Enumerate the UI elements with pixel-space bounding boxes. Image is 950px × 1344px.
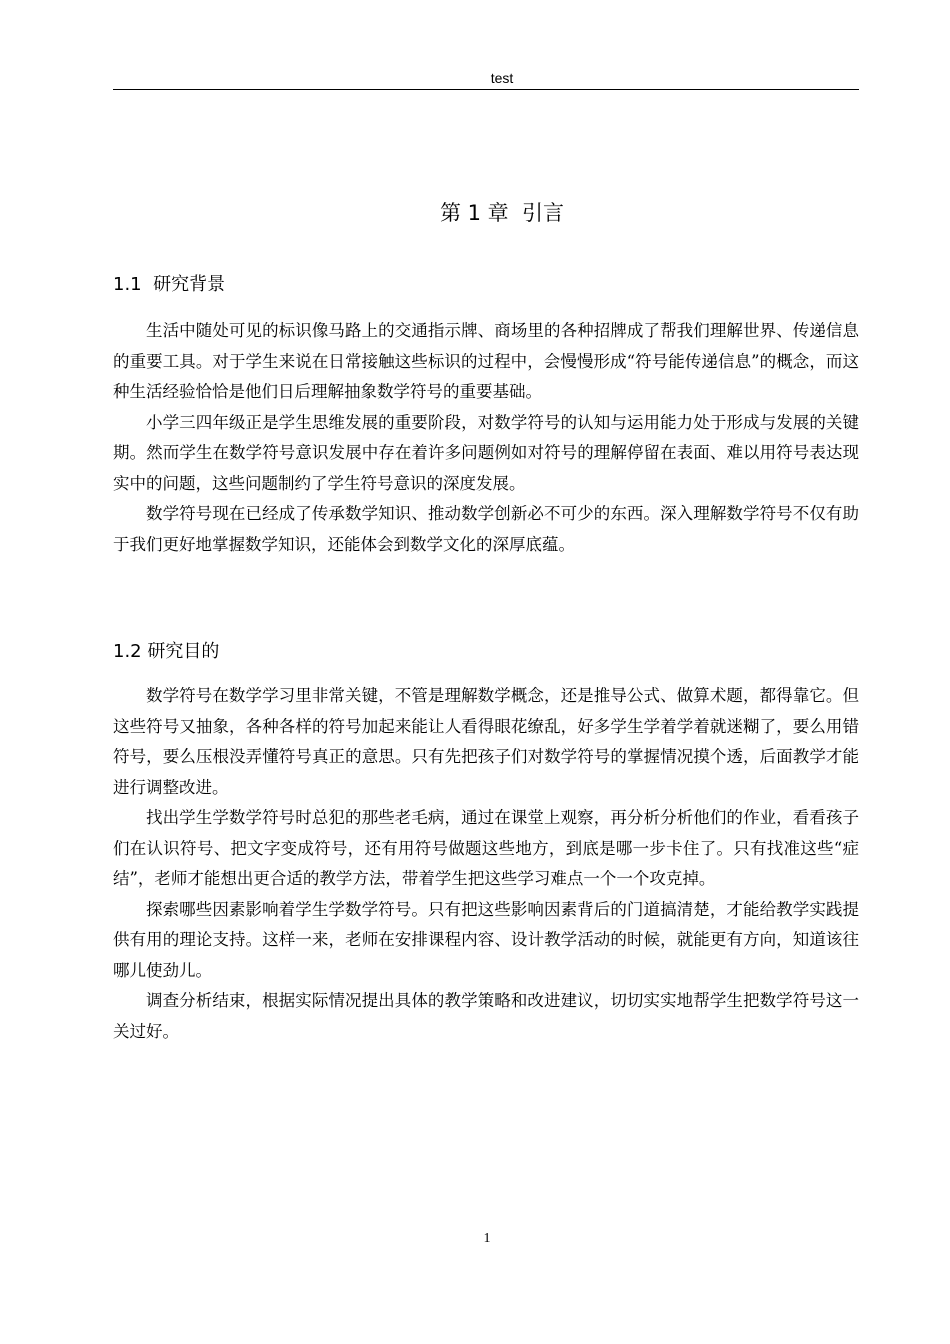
section-1-1-body (113, 316, 859, 560)
page-header: test (490, 70, 514, 86)
section-title-1-1: 1.1 研究背景 (113, 274, 226, 295)
header-rule (113, 89, 859, 90)
paragraph: 找出学生学数学符号时总犯的那些老毛病，通过在课堂上观察，再分析分析他们的作业，看看孩子们在认识符号、把文字变成符号，还有用符号做题这些地方，到底是哪一步卡住了。只有找准这些“症结”，老师才能想出更合适的教学方法，带着学生把这些学习难点一个一个攻克掉。 (113, 808, 859, 888)
page-number: 1 (483, 1231, 491, 1246)
paragraph: 探索哪些因素影响着学生学数学符号。只有把这些影响因素背后的门道搞清楚，才能给教学实践提供有用的理论支持。这样一来，老师在安排课程内容、设计教学活动的时候，就能更有方向，知道该往哪儿使劲儿。 (113, 899, 859, 980)
paragraph: 数学符号在数学学习里非常关键，不管是理解数学概念，还是推导公式、做算术题，都得靠它。但这些符号又抽象，各种各样的符号加起来能让人看得眼花缭乱，好多学生学着学着就迷糊了，要么用错符号，要么压根没弄懂符号真正的意思。只有先把孩子们对数学符号的掌握情况摸个透，后面教学才能进行调整改进。 (113, 686, 859, 797)
section-1-2-body (113, 681, 859, 1047)
section-title-1-2: 1.2 研究目的 (113, 641, 220, 662)
paragraph: 小学三四年级正是学生思维发展的重要阶段，对数学符号的认知与运用能力处于形成与发展的关键期。然而学生在数学符号意识发展中存在着许多问题例如对符号的理解停留在表面、难以用符号表达现实中的问题，这些问题制约了学生符号意识的深度发展。 (113, 412, 859, 493)
paragraph: 调查分析结束，根据实际情况提出具体的教学策略和改进建议，切切实实地帮学生把数学符号这一关过好。 (113, 991, 859, 1041)
chapter-title: 第 1 章 引言 (439, 201, 565, 225)
paragraph: 生活中随处可见的标识像马路上的交通指示牌、商场里的各种招牌成了帮我们理解世界、传递信息的重要工具。对于学生来说在日常接触这些标识的过程中，会慢慢形成“符号能传递信息”的概念，而这种生活经验恰恰是他们日后理解抽象数学符号的重要基础。 (113, 321, 859, 401)
paragraph: 数学符号现在已经成了传承数学知识、推动数学创新必不可少的东西。深入理解数学符号不仅有助于我们更好地掌握数学知识，还能体会到数学文化的深厚底蕴。 (113, 504, 859, 554)
